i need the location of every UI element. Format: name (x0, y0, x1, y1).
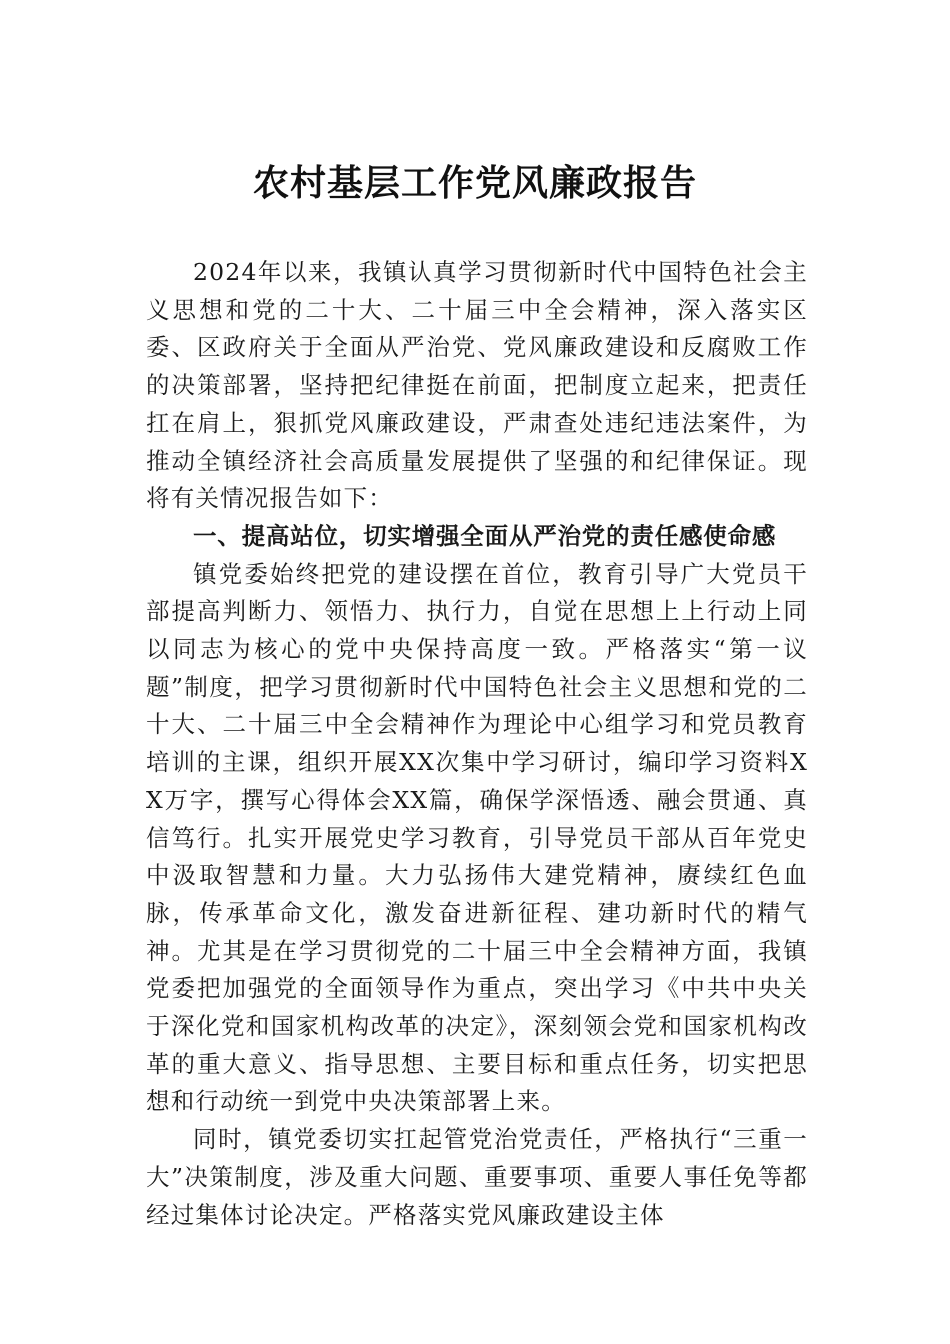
intro-paragraph: 2024年以来，我镇认真学习贯彻新时代中国特色社会主义思想和党的二十大、二十届三中全会精神，深入落实区委、区政府关于全面从严治党、党风廉政建设和反腐败工作的决策部署，坚持把纪律挺在前面，把制度立起来，把责任扛在肩上，狠抓党风廉政建设，严肃查处违纪违法案件，为推动全镇经济社会高质量发展提供了坚强的和纪律保证。现将有关情况报告如下： (146, 258, 808, 513)
document-body (146, 254, 808, 1234)
document-title: 农村基层工作党风廉政报告 (252, 162, 697, 204)
section-1-paragraph-2: 同时，镇党委切实扛起管党治党责任，严格执行“三重一大”决策制度，涉及重大问题、重要事项、重要人事任免等都经过集体讨论决定。严格落实党风廉政建设主体 (146, 1125, 808, 1229)
section-heading-1: 一、提高站位，切实增强全面从严治党的责任感使命感 (193, 521, 777, 550)
section-1-paragraph-1: 镇党委始终把党的建设摆在首位，教育引导广大党员干部提高判断力、领悟力、执行力，自觉在思想上上行动上同以同志为核心的党中央保持高度一致。严格落实“第一议题”制度，把学习贯彻新时代中国特色社会主义思想和党的二十大、二十届三中全会精神作为理论中心组学习和党员教育培训的主课，组织开展XX次集中学习研讨，编印学习资料XX万字，撰写心得体会XX篇，确保学深悟透、融会贯通、真信笃行。扎实开展党史学习教育，引导党员干部从百年党史中汲取智慧和力量。大力弘扬伟大建党精神，赓续红色血脉，传承革命文化，激发奋进新征程、建功新时代的精气神。尤其是在学习贯彻党的二十届三中全会精神方面，我镇党委把加强党的全面领导作为重点，突出学习《中共中央关于深化党和国家机构改革的决定》，深刻领会党和国家机构改革的重大意义、指导思想、主要目标和重点任务，切实把思想和行动统一到党中央决策部署上来。 (146, 559, 808, 1116)
